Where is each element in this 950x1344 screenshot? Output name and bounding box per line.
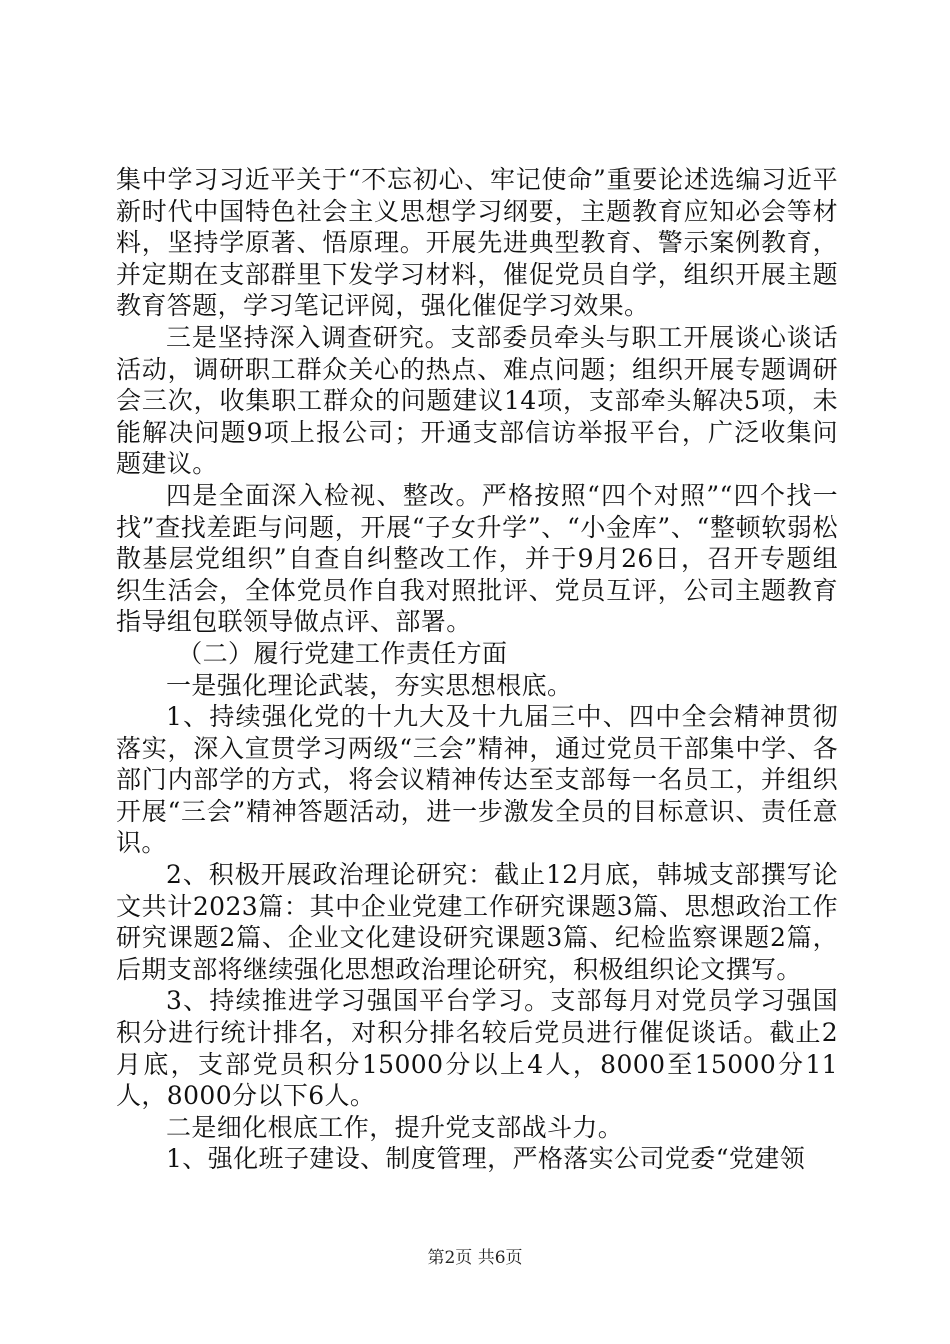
paragraph-inspection-rectification: 四是全面深入检视、整改。严格按照“四个对照”“四个找一找”查找差距与问题，开展“子女升学”、“小金库”、“整顿软弱松散基层党组织”自查自纠整改工作，并于9月26日，召开专题组织生活会，全体党员作自我对照批评、党员互评，公司主题教育指导组包联领导做点评、部署。 — [116, 480, 838, 637]
page-number-footer: 第2页 共6页 — [427, 1248, 523, 1268]
paragraph-congress-spirit: 1、持续强化党的十九大及十九届三中、四中全会精神贯彻落实，深入宣贯学习两级“三会”精神，通过党员干部集中学、各部门内部学的方式，将会议精神传达至支部每一名员工，并组织开展“三会”精神答题活动，进一步激发全员的目标意识、责任意识。 — [116, 702, 838, 858]
paragraph-study-materials: 集中学习习近平关于“不忘初心、牢记使命”重要论述选编习近平新时代中国特色社会主义思想学习纲要，主题教育应知必会等材料，坚持学原著、悟原理。开展先进典型教育、警示案例教育，并定期在支部群里下发学习材料，催促党员自学，组织开展主题教育答题，学习笔记评阅，强化催促学习效果。 — [116, 165, 838, 321]
document-body — [116, 164, 838, 1175]
subheading-theory-armament: 一是强化理论武装，夯实思想根底。 — [166, 670, 573, 700]
section-heading-party-building: （二）履行党建工作责任方面 — [177, 638, 508, 668]
paragraph-investigation-research: 三是坚持深入调查研究。支部委员牵头与职工开展谈心谈话活动，调研职工群众关心的热点、难点问题；组织开展专题调研会三次，收集职工群众的问题建议14项，支部牵头解决5项，未能解决问题9项上报公司；开通支部信访举报平台，广泛收集问题建议。 — [116, 322, 838, 479]
paragraph-political-theory-research: 2、积极开展政治理论研究：截止12月底，韩城支部撰写论文共计2023篇：其中企业党建工作研究课题3篇、思想政治工作研究课题2篇、企业文化建设研究课题3篇、纪检监察课题2篇，后期支部将继续强化思想政治理论研究，积极组织论文撰写。 — [116, 860, 838, 984]
paragraph-team-building: 1、强化班子建设、制度管理，严格落实公司党委“党建领 — [166, 1144, 806, 1174]
paragraph-xuexi-qiangguo: 3、持续推进学习强国平台学习。支部每月对党员学习强国积分进行统计排名，对积分排名较后党员进行催促谈话。截止2月底，支部党员积分15000分以上4人，8000至15000分11人，8000分以下6人。 — [116, 986, 838, 1111]
subheading-foundation-work: 二是细化根底工作，提升党支部战斗力。 — [166, 1112, 624, 1142]
